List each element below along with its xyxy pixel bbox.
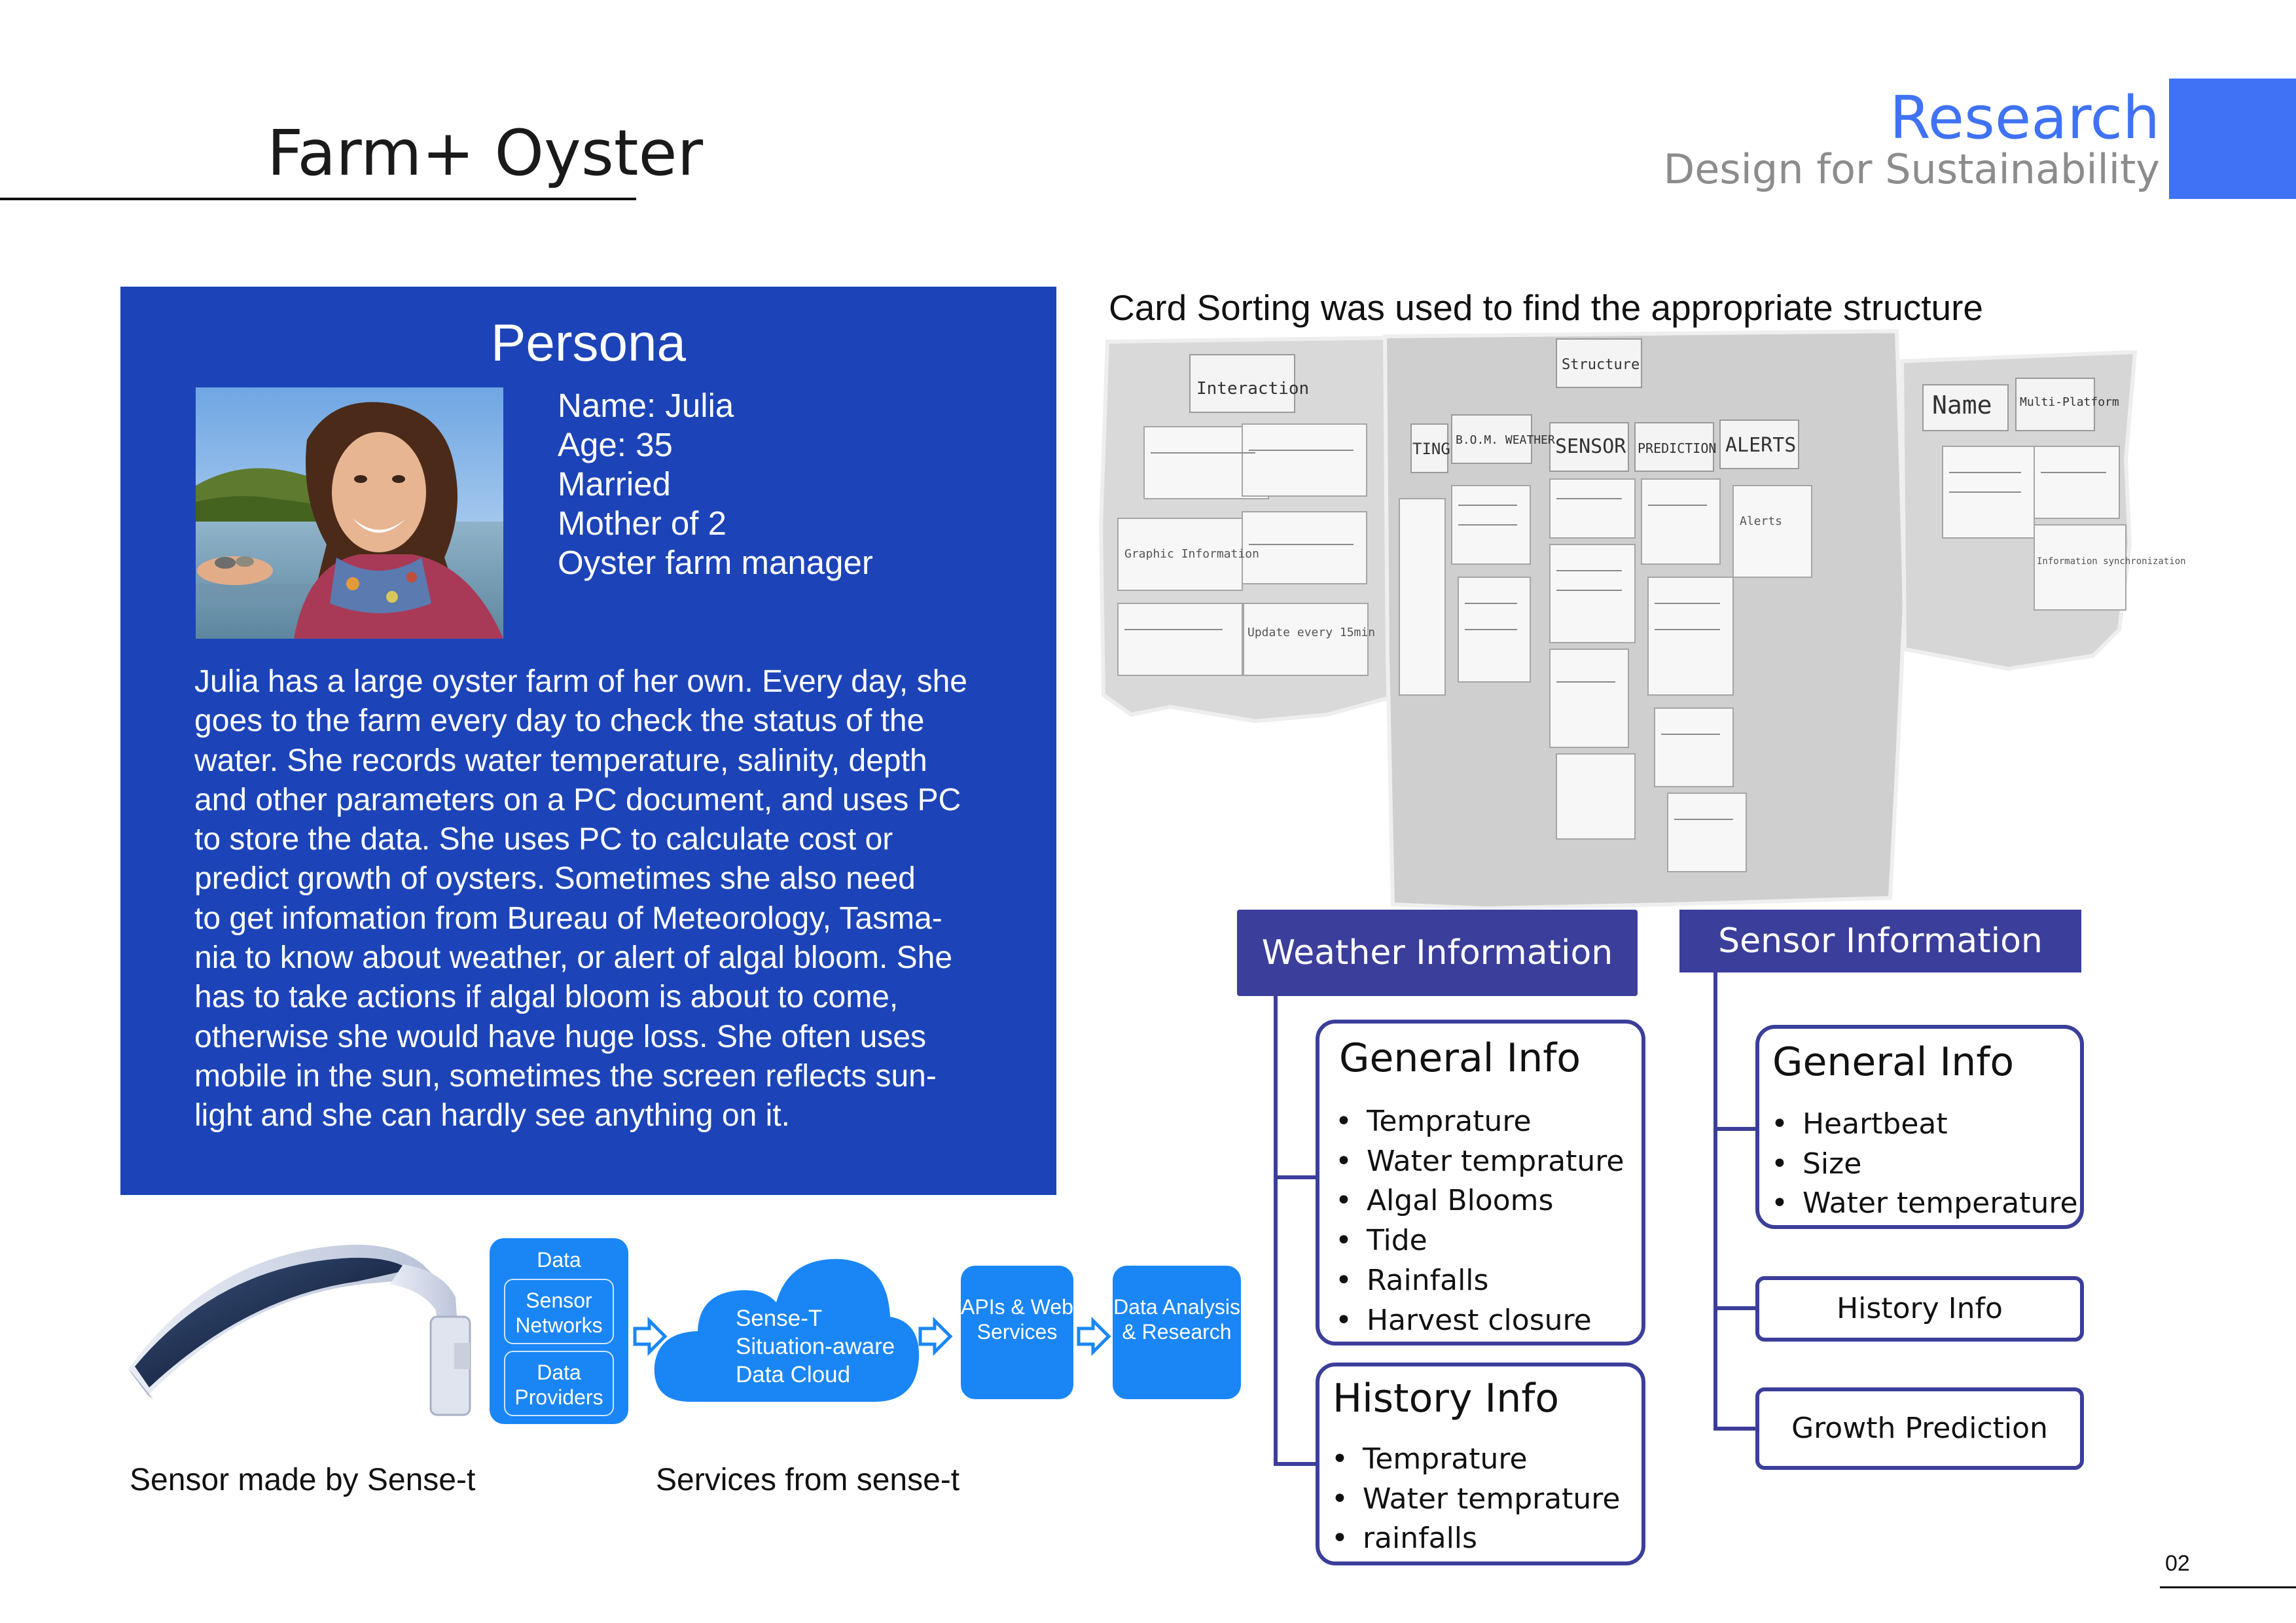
story-line: nia to know about weather, or alert of algal bloom. She bbox=[194, 940, 953, 976]
persona-name: Name: Julia bbox=[558, 387, 734, 424]
weather-history-info-list bbox=[1331, 1440, 1621, 1559]
list-item: • Water temperature bbox=[1771, 1184, 2078, 1224]
card-label: Information synchronization bbox=[2037, 556, 2186, 567]
list-item: • Water temprature bbox=[1335, 1142, 1624, 1182]
weather-tree-branch bbox=[1274, 1175, 1317, 1179]
data-providers-box: Data Providers bbox=[504, 1351, 614, 1416]
story-line: has to take actions if algal bloom is about to come, bbox=[194, 980, 899, 1015]
data-box-label: Data bbox=[537, 1248, 581, 1272]
weather-tree-branch bbox=[1274, 1462, 1317, 1466]
cloud-label-line: Situation-aware bbox=[736, 1334, 895, 1359]
page-number-rule bbox=[2160, 1586, 2296, 1588]
story-line: otherwise she would have huge loss. She often uses bbox=[194, 1019, 927, 1054]
card-label: Alerts bbox=[1740, 514, 1783, 528]
sensor-device-illustration bbox=[115, 1238, 508, 1424]
section-title: Research bbox=[1890, 84, 2160, 152]
card-sorting-caption: Card Sorting was used to find the appropriate structure bbox=[1109, 287, 1984, 328]
story-line: predict growth of oysters. Sometimes she also need bbox=[194, 861, 916, 897]
list-item: • Harvest closure bbox=[1335, 1301, 1624, 1341]
page-title: Farm+ Oyster bbox=[267, 116, 704, 190]
title-underline bbox=[0, 198, 636, 200]
card-label: Structure bbox=[1562, 357, 1640, 373]
flow-arrow-icon bbox=[1076, 1318, 1111, 1355]
sensor-tree-branch bbox=[1713, 1127, 1758, 1131]
card-label: Multi-Platform bbox=[2020, 395, 2119, 409]
section-accent-block bbox=[2169, 79, 2296, 199]
story-line: light and she can hardly see anything on it. bbox=[194, 1098, 790, 1133]
persona-marital-status: Married bbox=[558, 465, 671, 503]
persona-children: Mother of 2 bbox=[558, 505, 726, 542]
persona-story bbox=[194, 662, 1019, 1136]
weather-tree-line bbox=[1274, 996, 1278, 1466]
sensor-caption: Sensor made by Sense-t bbox=[130, 1463, 476, 1497]
persona-photo-illustration bbox=[196, 387, 503, 639]
list-item: • Temprature bbox=[1335, 1102, 1624, 1142]
card-label: SENSOR bbox=[1555, 435, 1626, 458]
page-number: 02 bbox=[2165, 1551, 2190, 1576]
data-sources-box bbox=[490, 1238, 628, 1424]
persona-panel bbox=[120, 287, 1056, 1195]
section-subtitle: Design for Sustainability bbox=[1663, 145, 2160, 193]
sensor-tree-branch bbox=[1713, 1306, 1758, 1310]
story-line: Julia has a large oyster farm of her own. Every day, she bbox=[194, 664, 967, 699]
sensor-information-header: Sensor Information bbox=[1679, 910, 2081, 972]
card-label: Name bbox=[1932, 391, 1992, 419]
weather-information-header: Weather Information bbox=[1237, 910, 1638, 996]
cloud-label bbox=[736, 1304, 895, 1389]
data-analysis-research-box: Data Analysis & Research bbox=[1113, 1266, 1241, 1399]
story-line: mobile in the sun, sometimes the screen reflects sun- bbox=[194, 1058, 937, 1094]
sensor-growth-prediction-box: Growth Prediction bbox=[1755, 1387, 2084, 1470]
list-item: • Algal Blooms bbox=[1335, 1181, 1624, 1221]
weather-general-info-title: General Info bbox=[1339, 1035, 1581, 1081]
story-line: to get infomation from Bureau of Meteorology, Tasma- bbox=[194, 901, 942, 936]
card-label: PREDICTION bbox=[1638, 440, 1717, 456]
sensor-tree-line bbox=[1713, 972, 1717, 1431]
list-item: • Tide bbox=[1335, 1221, 1624, 1261]
persona-occupation: Oyster farm manager bbox=[558, 544, 873, 581]
persona-title: Persona bbox=[491, 313, 686, 372]
cloud-label-line: Sense-T bbox=[736, 1306, 823, 1331]
persona-age: Age: 35 bbox=[558, 426, 673, 463]
persona-photo bbox=[196, 387, 503, 639]
sensor-general-info-box bbox=[1755, 1025, 2084, 1229]
apis-web-services-box: APIs & Web Services bbox=[961, 1266, 1073, 1399]
list-item: • rainfalls bbox=[1331, 1519, 1621, 1559]
list-item: • Water temprature bbox=[1331, 1480, 1621, 1520]
story-line: and other parameters on a PC document, and uses PC bbox=[194, 782, 961, 817]
card-label: Update every 15min bbox=[1247, 626, 1376, 639]
sensor-tree-branch bbox=[1713, 1427, 1758, 1431]
story-line: to store the data. She uses PC to calculate cost or bbox=[194, 822, 893, 857]
list-item: • Size bbox=[1771, 1145, 2078, 1185]
list-item: • Heartbeat bbox=[1771, 1105, 2078, 1145]
weather-general-info-list bbox=[1335, 1102, 1624, 1340]
cloud-label-line: Data Cloud bbox=[736, 1362, 851, 1387]
sensor-networks-box: Sensor Networks bbox=[504, 1279, 614, 1344]
sensor-general-info-title: General Info bbox=[1772, 1039, 2015, 1085]
card-sorting-photo bbox=[1092, 329, 2186, 911]
services-caption: Services from sense-t bbox=[656, 1463, 960, 1497]
list-item: • Temprature bbox=[1331, 1440, 1621, 1480]
weather-history-info-title: History Info bbox=[1333, 1376, 1560, 1421]
card-label: TING bbox=[1412, 440, 1450, 458]
weather-general-info-box bbox=[1316, 1020, 1645, 1346]
card-label: ALERTS bbox=[1725, 434, 1797, 457]
story-line: goes to the farm every day to check the status of the bbox=[194, 704, 925, 739]
list-item: • Rainfalls bbox=[1335, 1261, 1624, 1301]
persona-details bbox=[558, 386, 873, 582]
card-label: Graphic Information bbox=[1124, 547, 1259, 561]
story-line: water. She records water temperature, salinity, depth bbox=[194, 743, 927, 778]
card-label: B.O.M. WEATHER bbox=[1456, 433, 1555, 447]
flow-arrow-icon bbox=[918, 1318, 953, 1355]
sensor-device-image bbox=[115, 1238, 508, 1424]
card-sorting-board bbox=[1092, 329, 2186, 911]
sensor-history-info-box: History Info bbox=[1755, 1276, 2084, 1342]
sensor-general-info-list bbox=[1771, 1105, 2078, 1224]
card-label: Interaction bbox=[1196, 379, 1310, 399]
weather-history-info-box bbox=[1316, 1363, 1645, 1565]
